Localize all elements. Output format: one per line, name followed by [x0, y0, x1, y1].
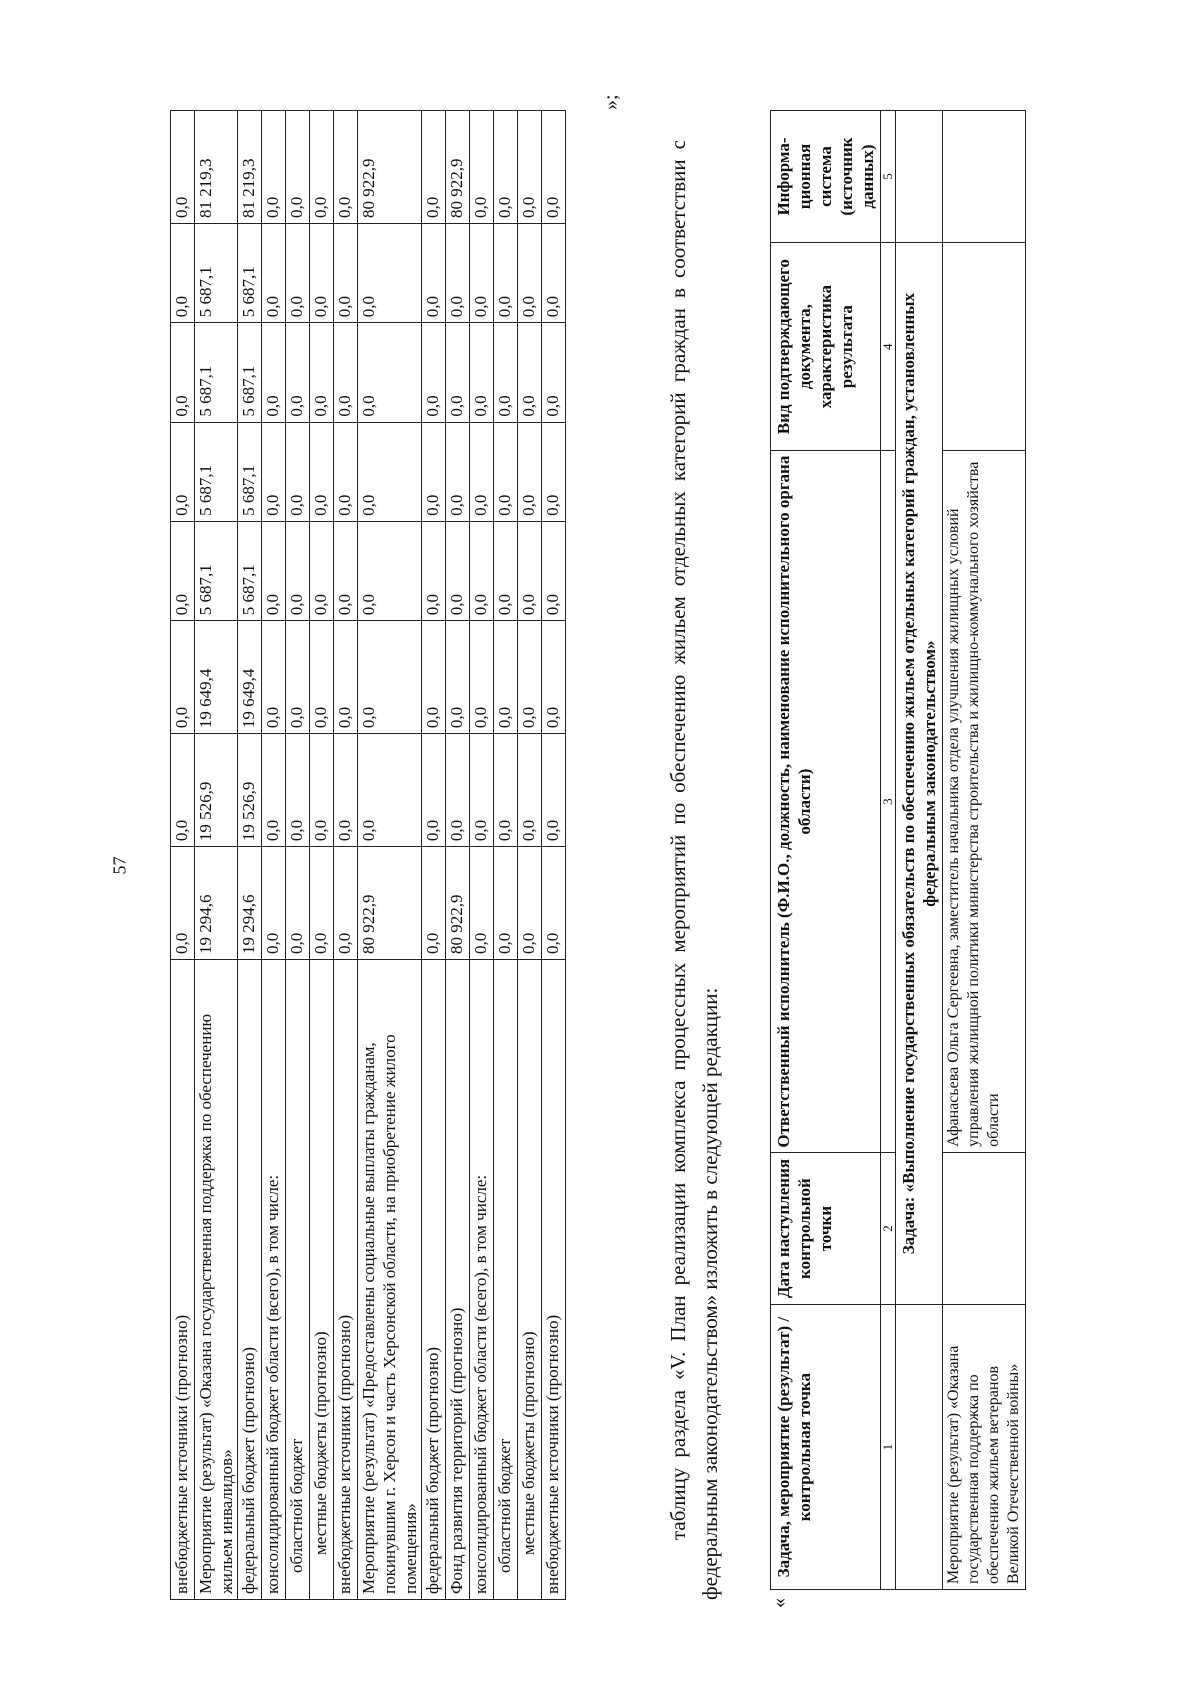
funding-table-body — [171, 111, 566, 1600]
closing-quote-mark: »; — [600, 94, 622, 110]
plan-table — [770, 110, 1026, 1590]
funding-value: 0,0 — [518, 621, 542, 734]
funding-value: 0,0 — [262, 223, 286, 322]
funding-value: 0,0 — [262, 734, 286, 847]
funding-value: 0,0 — [334, 422, 358, 521]
funding-value: 0,0 — [171, 111, 195, 224]
index-cell: 1 — [881, 1305, 896, 1590]
funding-row-label: консолидированный бюджет области (всего), в том числе: — [470, 960, 494, 1600]
funding-value: 0,0 — [542, 734, 566, 847]
funding-row — [542, 111, 566, 1600]
funding-value: 19 649,4 — [195, 621, 238, 734]
funding-value: 5 687,1 — [195, 422, 238, 521]
funding-value: 0,0 — [286, 223, 310, 322]
funding-value: 0,0 — [171, 734, 195, 847]
funding-value: 19 294,6 — [195, 847, 238, 960]
funding-row — [518, 111, 542, 1600]
funding-value: 5 687,1 — [195, 521, 238, 620]
funding-value: 0,0 — [446, 621, 470, 734]
funding-value: 0,0 — [171, 223, 195, 322]
executor-cell: Афанасьева Ольга Сергеевна, заместитель начальника отдела улучшения жилищных условий управления жилищной политики министерства строительства и жилищно-коммунального хозяйства области — [943, 451, 1026, 1152]
document-cell — [943, 242, 1026, 450]
funding-value: 0,0 — [286, 521, 310, 620]
funding-value: 0,0 — [470, 621, 494, 734]
funding-value: 0,0 — [518, 847, 542, 960]
funding-value: 0,0 — [334, 521, 358, 620]
funding-value: 0,0 — [310, 223, 334, 322]
funding-value: 0,0 — [310, 323, 334, 422]
funding-value: 0,0 — [310, 422, 334, 521]
funding-value: 0,0 — [286, 734, 310, 847]
rotated-page-content — [170, 80, 1170, 1610]
funding-value: 0,0 — [171, 422, 195, 521]
funding-row — [470, 111, 494, 1600]
funding-value: 0,0 — [422, 323, 446, 422]
plan-table-row — [943, 111, 1026, 1590]
funding-value: 0,0 — [334, 734, 358, 847]
funding-value: 19 526,9 — [195, 734, 238, 847]
funding-row-label: федеральный бюджет (прогнозно) — [422, 960, 446, 1600]
system-cell — [943, 111, 1026, 243]
funding-row — [195, 111, 238, 1600]
funding-value: 0,0 — [358, 323, 422, 422]
funding-value: 0,0 — [310, 734, 334, 847]
page-number: 57 — [109, 856, 130, 875]
funding-row-label: внебюджетные источники (прогнозно) — [334, 960, 358, 1600]
funding-value: 0,0 — [334, 323, 358, 422]
funding-value: 0,0 — [518, 323, 542, 422]
funding-value: 0,0 — [470, 323, 494, 422]
funding-value: 0,0 — [422, 621, 446, 734]
funding-row-label: федеральный бюджет (прогнозно) — [238, 960, 262, 1600]
funding-value: 19 526,9 — [238, 734, 262, 847]
funding-value: 0,0 — [542, 422, 566, 521]
opening-quote-mark: « — [768, 1598, 790, 1608]
funding-value: 19 294,6 — [238, 847, 262, 960]
funding-row-label: консолидированный бюджет области (всего), в том числе: — [262, 960, 286, 1600]
funding-value: 0,0 — [358, 621, 422, 734]
funding-value: 0,0 — [358, 422, 422, 521]
funding-value: 0,0 — [286, 111, 310, 224]
funding-value: 19 649,4 — [238, 621, 262, 734]
funding-row — [310, 111, 334, 1600]
funding-row — [262, 111, 286, 1600]
funding-value: 0,0 — [542, 621, 566, 734]
funding-value: 0,0 — [334, 111, 358, 224]
funding-value: 0,0 — [422, 223, 446, 322]
funding-value: 80 922,9 — [358, 847, 422, 960]
funding-value: 0,0 — [262, 111, 286, 224]
funding-value: 5 687,1 — [238, 223, 262, 322]
plan-table-index-row — [881, 111, 896, 1590]
funding-value: 0,0 — [494, 223, 518, 322]
funding-value: 0,0 — [446, 422, 470, 521]
funding-value: 0,0 — [262, 422, 286, 521]
funding-value: 0,0 — [542, 111, 566, 224]
funding-value: 0,0 — [286, 323, 310, 422]
funding-value: 0,0 — [171, 323, 195, 422]
funding-row-label: Фонд развития территорий (прогнозно) — [446, 960, 470, 1600]
funding-value: 0,0 — [518, 111, 542, 224]
index-cell: 5 — [881, 111, 896, 243]
funding-value: 0,0 — [494, 621, 518, 734]
funding-value: 0,0 — [518, 734, 542, 847]
funding-row-label: внебюджетные источники (прогнозно) — [171, 960, 195, 1600]
header-date: Дата наступления контрольной точки — [771, 1152, 881, 1304]
funding-value: 0,0 — [422, 847, 446, 960]
funding-table — [170, 110, 566, 1600]
funding-value: 81 219,3 — [195, 111, 238, 224]
funding-value: 0,0 — [262, 521, 286, 620]
funding-row — [171, 111, 195, 1600]
funding-row-label: внебюджетные источники (прогнозно) — [542, 960, 566, 1600]
funding-value: 0,0 — [446, 223, 470, 322]
funding-value: 80 922,9 — [446, 847, 470, 960]
funding-value: 0,0 — [470, 734, 494, 847]
funding-value: 0,0 — [542, 521, 566, 620]
funding-row — [446, 111, 470, 1600]
funding-value: 0,0 — [171, 521, 195, 620]
funding-value: 0,0 — [494, 521, 518, 620]
header-document: Вид подтверждающего документа, характеристика результата — [771, 242, 881, 450]
date-cell — [943, 1152, 1026, 1304]
funding-value: 0,0 — [358, 223, 422, 322]
funding-value: 0,0 — [446, 734, 470, 847]
funding-value: 0,0 — [286, 422, 310, 521]
funding-value: 0,0 — [171, 621, 195, 734]
funding-value: 0,0 — [262, 621, 286, 734]
funding-value: 0,0 — [542, 323, 566, 422]
header-task: Задача, мероприятие (результат) / контрольная точка — [771, 1305, 881, 1590]
funding-value: 80 922,9 — [446, 111, 470, 224]
header-system: Информа-ционная система (источник данных) — [771, 111, 881, 243]
funding-value: 0,0 — [446, 323, 470, 422]
funding-value: 0,0 — [494, 847, 518, 960]
funding-value: 0,0 — [446, 521, 470, 620]
funding-value: 0,0 — [494, 422, 518, 521]
funding-value: 0,0 — [358, 521, 422, 620]
funding-row — [286, 111, 310, 1600]
funding-value: 0,0 — [262, 323, 286, 422]
funding-value: 0,0 — [422, 521, 446, 620]
funding-value: 0,0 — [518, 521, 542, 620]
funding-row-label: Мероприятие (результат) «Предоставлены социальные выплаты гражданам, покинувшим г. Херсон и часть Херсонской области, на приобретение жилого помещения» — [358, 960, 422, 1600]
funding-value: 0,0 — [518, 223, 542, 322]
funding-value: 0,0 — [422, 422, 446, 521]
funding-row — [494, 111, 518, 1600]
funding-row — [358, 111, 422, 1600]
funding-row-label: местные бюджеты (прогнозно) — [310, 960, 334, 1600]
funding-value: 0,0 — [334, 223, 358, 322]
funding-value: 5 687,1 — [238, 422, 262, 521]
funding-value: 0,0 — [470, 847, 494, 960]
funding-value: 0,0 — [470, 521, 494, 620]
funding-value: 0,0 — [310, 847, 334, 960]
funding-row-label: местные бюджеты (прогнозно) — [518, 960, 542, 1600]
funding-row-label: Мероприятие (результат) «Оказана государственная поддержка по обеспечению жильем инвалидов» — [195, 960, 238, 1600]
funding-value: 0,0 — [358, 734, 422, 847]
amendment-paragraph: таблицу раздела «V. План реализации комплекса процессных мероприятий по обеспечению жильем отдельных категорий граждан в соответствии с федеральным законодательством» изложить в следующей редакции: — [666, 140, 722, 1600]
index-cell: 2 — [881, 1152, 896, 1304]
funding-value: 0,0 — [286, 621, 310, 734]
funding-value: 0,0 — [334, 621, 358, 734]
task-title: Задача: «Выполнение государственных обязательств по обеспечению жильем отдельных категорий граждан, установленных федеральным законодательством» — [896, 242, 943, 1304]
funding-value: 0,0 — [470, 223, 494, 322]
funding-value: 80 922,9 — [358, 111, 422, 224]
funding-row-label: областной бюджет — [494, 960, 518, 1600]
funding-row — [334, 111, 358, 1600]
funding-value: 0,0 — [422, 734, 446, 847]
funding-value: 5 687,1 — [195, 323, 238, 422]
index-cell: 3 — [881, 451, 896, 1152]
funding-value: 5 687,1 — [238, 323, 262, 422]
funding-value: 0,0 — [494, 323, 518, 422]
funding-value: 0,0 — [286, 847, 310, 960]
funding-value: 0,0 — [310, 111, 334, 224]
plan-table-task-row — [896, 111, 943, 1590]
funding-value: 81 219,3 — [238, 111, 262, 224]
funding-value: 0,0 — [518, 422, 542, 521]
header-executor: Ответственный исполнитель (Ф.И.О., должность, наименование исполнительного органа области) — [771, 451, 881, 1152]
plan-table-header-row — [771, 111, 881, 1590]
funding-row — [422, 111, 446, 1600]
funding-value: 0,0 — [470, 111, 494, 224]
funding-row — [238, 111, 262, 1600]
funding-value: 0,0 — [494, 111, 518, 224]
funding-row-label: областной бюджет — [286, 960, 310, 1600]
funding-value: 0,0 — [171, 847, 195, 960]
funding-value: 0,0 — [422, 111, 446, 224]
funding-value: 0,0 — [542, 847, 566, 960]
funding-value: 0,0 — [310, 621, 334, 734]
index-cell: 4 — [881, 242, 896, 450]
funding-value: 5 687,1 — [195, 223, 238, 322]
measure-cell: Мероприятие (результат) «Оказана государственная поддержка по обеспечению жильем ветеранов Великой Отечественной войны» — [943, 1305, 1026, 1590]
funding-value: 0,0 — [470, 422, 494, 521]
funding-value: 0,0 — [542, 223, 566, 322]
funding-value: 0,0 — [310, 521, 334, 620]
funding-value: 0,0 — [334, 847, 358, 960]
funding-value: 0,0 — [494, 734, 518, 847]
funding-value: 0,0 — [262, 847, 286, 960]
funding-value: 5 687,1 — [238, 521, 262, 620]
